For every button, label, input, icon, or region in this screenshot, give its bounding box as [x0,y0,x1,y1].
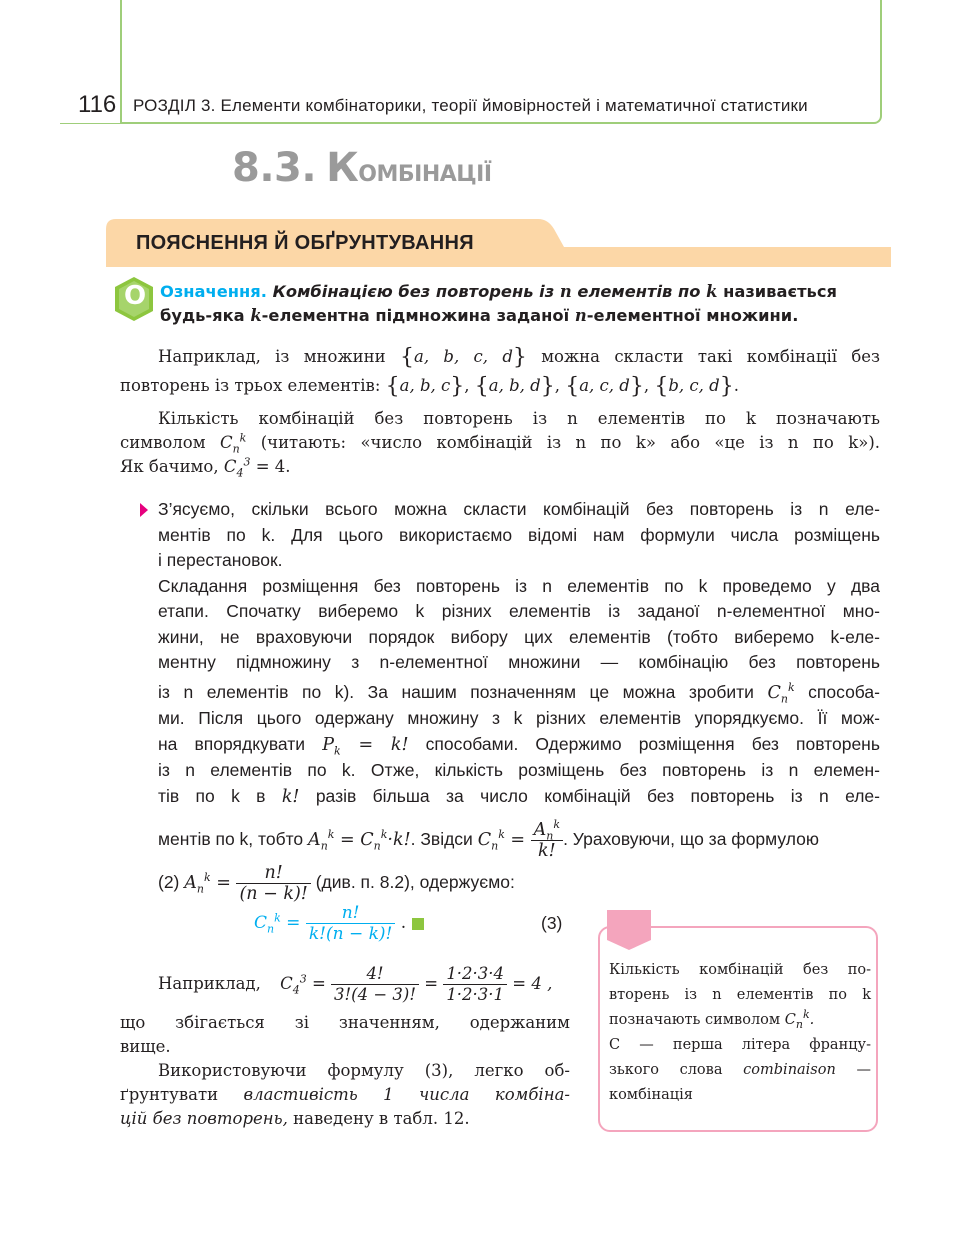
side-note-tab-icon [607,910,651,950]
example2-l5-b: властивість 1 числа комбіна- [243,1085,570,1104]
example2-line-3: вище. [120,1037,171,1056]
set-abd: a, b, d [488,376,541,395]
section-title-first-letter: К [326,145,359,191]
end-of-proof-square [412,918,424,930]
section-number: 8.3. [232,145,317,191]
example2-line-4: Використовуючи формулу (3), легко об- [158,1061,570,1080]
proof-line-10 [158,732,880,759]
c-4-3-value: = 4. [255,457,291,476]
note-symbol: $C_n^k$. [784,1008,815,1031]
notation-line-1: Кількість комбінацій без повторень із n елементів по k позначають [158,409,880,428]
proof-line-2: ментів по k. Для цього використаємо відомі нам формули числа розміщень [158,524,880,545]
proof-line-12 [158,784,880,811]
example2-label: Наприклад, [158,974,261,993]
definition-term-b: елементів по [577,282,701,301]
example-paragraph [120,345,880,399]
side-note-text [609,958,871,1108]
notation-reading: (читають: «число комбінацій із n по k» або «це із n по k»). [260,433,881,452]
example-line-1: Наприклад, із множини {a, b, c, d} можна скласти такі комбінації без [158,345,881,370]
proof-line-7: ментну підмножину з n-елементної множини — комбінацію без повторень [158,652,880,672]
proof-l10-a: на впорядкувати [158,733,306,754]
formula-a-n-k: $A_n^k$ = $\frac{n!}{(n - k)!}$ [184,873,311,893]
section-title [232,145,492,191]
section-title-rest: омбінації [358,153,492,189]
proof-l8-b: способа- [808,681,880,702]
example2-l6-a: цій без повторень, [120,1109,288,1128]
formula-3: $C_n^k$ = $\frac{n!}{k!(n - k)!}$ . [254,903,407,944]
definition-n2: n [574,306,587,325]
definition-line-1 [160,280,882,304]
proof-line-8 [158,680,880,707]
definition-line2-a: будь-яка [160,306,245,325]
proof-line-3: і перестановок. [158,550,283,570]
definition-term-a: Комбінацією без повторень із [272,282,555,301]
note-line-1: Кількість комбінацій без по- [609,962,871,978]
example2-paragraph [120,964,570,1131]
c-4-3: $C_4^3$ [223,455,251,480]
header-frame-bottom [122,122,874,124]
note-l5-a: зького слова [609,1062,723,1078]
definition-n: n [559,282,572,301]
k-factorial: k! [281,786,300,807]
set-bcd: b, c, d [668,376,720,395]
definition-keyword: Означення. [160,282,267,301]
notation-line-3 [120,455,880,479]
proof-line-9: ми. Після цього одержану множину з k різних елементів упорядкуємо. Її мож- [158,708,880,728]
note-line-5 [609,1058,871,1083]
header-frame-right [874,0,882,124]
note-line-6: комбінація [609,1087,693,1103]
example-text-b: можна скласти такі комбінації без [541,347,881,366]
proof-line-11: із n елементів по k. Отже, кількість розміщень без повторень із n елемен- [158,760,880,780]
formula-pk: $P_k = k$! [322,734,409,757]
set-abc: a, b, c [399,376,451,395]
note-l3-text: позначають символом [609,1012,781,1028]
proof-line-4: Складання розміщення без повторень із n елементів по k проведемо у два [158,575,880,596]
proof-line-1: З’ясуємо, скільки всього можна скласти комбінацій без повторень із n еле- [158,499,880,519]
example-text-a: Наприклад, із множини [158,347,386,366]
set-abcd: a, b, c, d [414,347,513,366]
example-line-2: повторень із трьох елементів: {a, b, c}, {a, b, d}, {a, c, d}, {b, c, d}. [120,374,739,399]
example2-l6-b: наведену в табл. 12. [293,1109,470,1128]
example2-formula: $C_4^3$ = $\frac{4!}{3!(4 - 3)!}$ = $\frac{1\cdot 2\cdot 3\cdot 4}{1\cdot 2\cdot 3\cdot 1}$ = 4 , [280,964,553,1004]
definition-term-c: називається [723,282,837,301]
definition-k2: k [250,306,262,325]
definition-line-2 [160,304,882,328]
symbol-c-n-k: $C_n^k$ [219,431,247,456]
note-line-4: C — перша літера францу- [609,1037,871,1053]
formula-ref-2: (2) [158,872,180,892]
definition-text [160,280,882,328]
proof-line-6: жини, не враховуючи порядок вибору цих елементів (тобто виберемо k-еле- [158,626,880,647]
proof-l8-a: із n елементів по k). За нашим позначенням це можна зробити [158,681,754,702]
definition-line2-c: -елементної множини. [586,306,799,325]
example2-line-1 [120,964,570,1005]
example2-line-5 [120,1083,570,1107]
set-acd: a, c, d [579,376,630,395]
formula-a-eq-c-k: $A_n^k = C_n^k\cdot k$! [308,828,411,853]
definition-line2-b: -елементна підмножина заданої [261,306,570,325]
banner-label: ПОЯСНЕННЯ Й ОБҐРУНТУВАННЯ [136,232,474,254]
note-line-2: вторень із n елементів по k [609,987,871,1003]
running-head: РОЗДІЛ 3. Елементи комбінаторики, теорії ймовірностей і математичної статистики [133,96,808,115]
example2-l5-a: ґрунтувати [120,1085,219,1104]
note-l5-c: — [856,1062,872,1078]
note-l5-b: combinaison [743,1062,836,1078]
proof-marker-icon [140,503,148,517]
proof-l13-b: . Звідси [410,829,473,849]
formula-c-eq-a-over-k: $C_n^k$ = $\frac{A_n^k}{k!}$ [478,830,563,850]
proof-l13-c: . Ураховуючи, що за формулою [563,829,820,849]
notation-paragraph [120,407,880,479]
header-frame-left [120,0,122,124]
notation-line-2 [120,431,880,455]
example2-line-6 [120,1107,570,1131]
proof-l14-b: (див. п. 8.2), одержуємо: [315,872,515,892]
example-text-c: повторень із трьох елементів: [120,376,381,395]
proof-line-5: етапи. Спочатку виберемо k різних елементів із заданої n-елементної мно- [158,601,880,621]
proof-l13-a: ментів по k, тобто [158,829,304,849]
proof-line-13 [158,820,880,861]
proof-text [158,497,880,904]
proof-line-14 [158,863,880,904]
header-underline [60,123,122,124]
note-line-3 [609,1008,871,1033]
definition-icon-letter: О [124,281,147,311]
definition-k: k [706,282,718,301]
proof-l10-b: способами. Одержимо розміщення без повторень [425,733,880,754]
example2-line-2: що збігається зі значенням, одержаним [120,1013,570,1032]
symbol-c-n-k-2: $C_n^k$ [767,680,795,705]
notation-as-we-see: Як бачимо, [120,457,219,476]
formula-number-3: (3) [541,913,563,933]
proof-l12-a: тів по k в [158,785,266,806]
notation-symbol-label: символом [120,433,206,452]
proof-l12-b: разів більша за число комбінацій без повторень із n еле- [315,785,880,806]
page-number: 116 [78,91,117,118]
